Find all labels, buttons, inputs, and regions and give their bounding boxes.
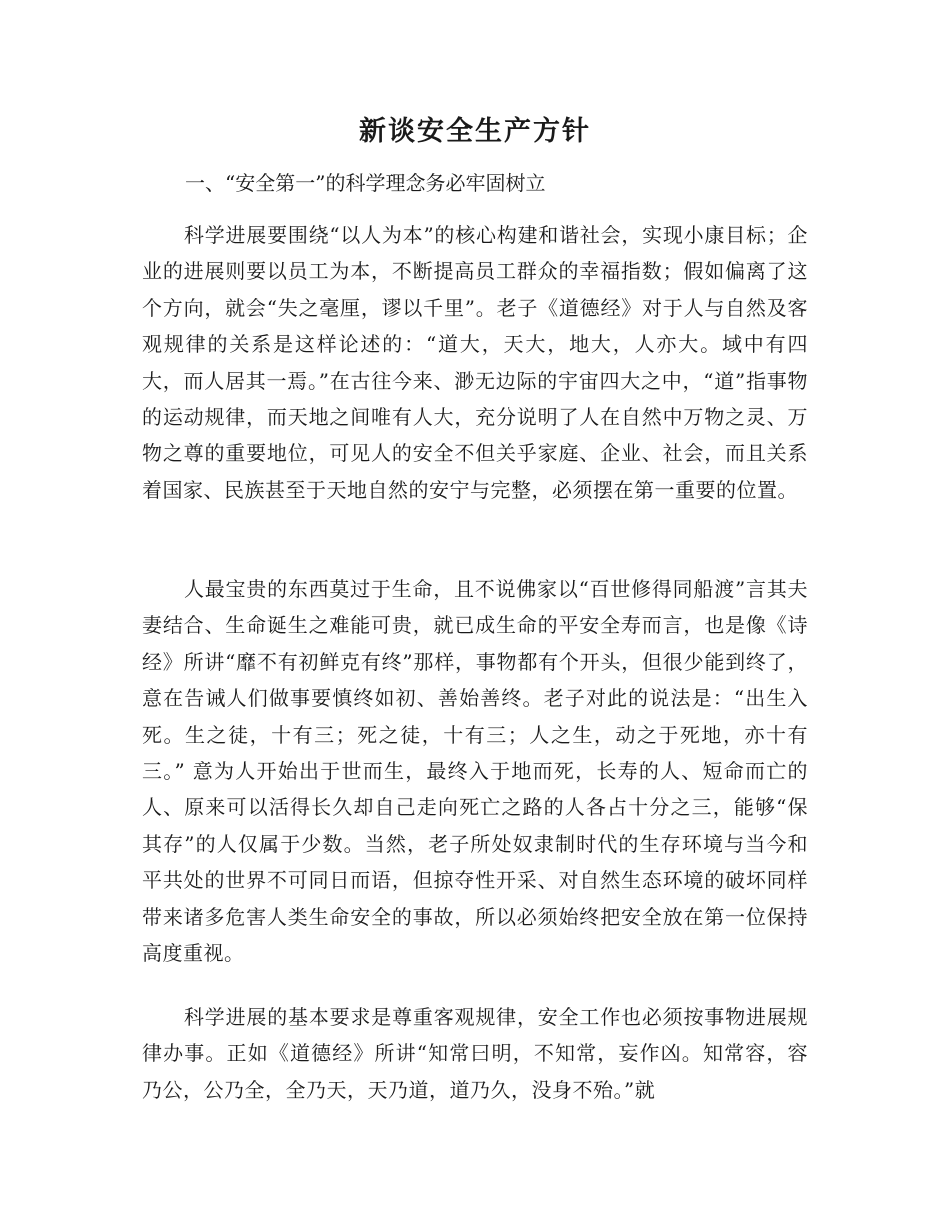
paragraph: 科学进展的基本要求是尊重客观规律，安全工作也必须按事物进展规律办事。正如《道德经》所讲“知常曰明，不知常，妄作凶。知常容，容乃公，公乃全，全乃天，天乃道，道乃久，没身不殆。”就 [142, 1005, 808, 1102]
section-heading: 一、“安全第一”的科学理念务必牢固树立 [185, 171, 546, 195]
document-title: 新谈安全生产方针 [359, 116, 591, 147]
paragraph: 人最宝贵的东西莫过于生命，且不说佛家以“百世修得同船渡”言其夫妻结合、生命诞生之难能可贵，就已成生命的平安全寿而言，也是像《诗经》所讲“靡不有初鲜克有终”那样，事物都有个开头，但很少能到终了，意在告诫人们做事要慎终如初、善始善终。老子对此的说法是：“出生入死。生之徒，十有三；死之徒，十有三；人之生，动之于死地，亦十有三。” 意为人开始出于世而生，最终入于地而死，长寿的人、短命而亡的人、原来可以活得长久却自己走向死亡之路的人各占十分之三，能够“保其存”的人仅属于少数。当然，老子所处奴隶制时代的生存环境与当今和平共处的世界不可同日而语，但掠夺性开采、对自然生态环境的破坏同样带来诸多危害人类生命安全的事故，所以必须始终把安全放在第一位保持高度重视。 [142, 577, 808, 966]
paragraph: 科学进展要围绕“以人为本”的核心构建和谐社会，实现小康目标；企业的进展则要以员工为本，不断提高员工群众的幸福指数；假如偏离了这个方向，就会“失之毫厘，谬以千里”。老子《道德经》对于人与自然及客观规律的关系是这样论述的：“道大，天大，地大，人亦大。域中有四大，而人居其一焉。”在古往今来、渺无边际的宇宙四大之中，“道”指事物的运动规律，而天地之间唯有人大，充分说明了人在自然中万物之灵、万物之尊的重要地位，可见人的安全不但关乎家庭、企业、社会，而且关系着国家、民族甚至于天地自然的安宁与完整，必须摆在第一重要的位置。 [142, 223, 808, 502]
